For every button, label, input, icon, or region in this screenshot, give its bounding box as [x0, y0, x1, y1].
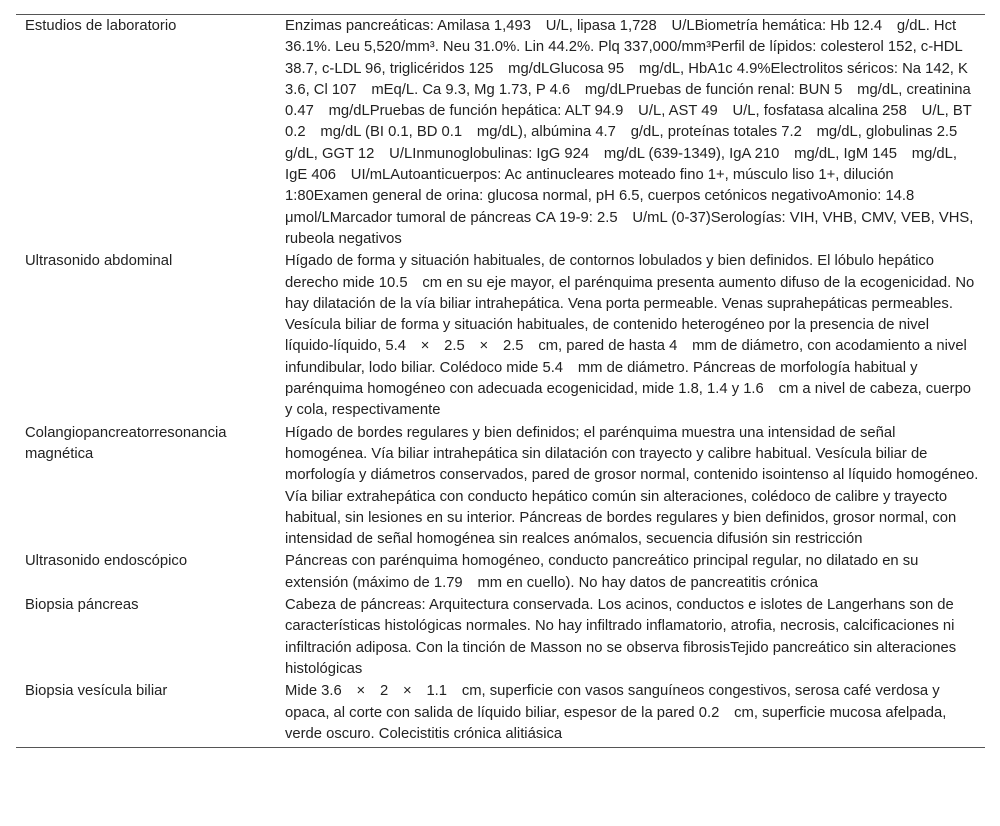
table-row	[16, 551, 985, 595]
table-row	[16, 681, 985, 747]
table-row	[16, 15, 985, 251]
row-value: Hígado de bordes regulares y bien definidos; el parénquima muestra una intensidad de señal homogénea. Vía biliar intrahepática sin dilatación con trayecto y calibre habitual. Vesícula biliar de morfología y diámetros conservados, pared de grosor normal, contenido isointenso al líquido homogéneo. Vía biliar extrahepática con conducto hepático común sin alteraciones, colédoco de calibre y trayecto habitual, sin lesiones en su interior. Páncreas de bordes regulares y bien definidos, grosor normal, con intensidad de señal homogénea sin realces anómalos, secuencia difusión sin restricción	[285, 424, 979, 548]
row-value: Mide 3.6 × 2 × 1.1 cm, superficie con vasos sanguíneos congestivos, serosa café verdosa y opaca, al corte con salida de líquido biliar, espesor de la pared 0.2 cm, superficie mucosa afelpada, verde oscuro. Colecistitis crónica alitiásica	[285, 683, 947, 742]
row-label: Ultrasonido abdominal	[25, 253, 173, 270]
table-row	[16, 251, 985, 422]
row-value: Cabeza de páncreas: Arquitectura conservada. Los acinos, conductos e islotes de Langerhans son de características histológicas normales. No hay infiltrado inflamatorio, atrofia, necrosis, calcificaciones ni infiltración adiposa. Con la tinción de Masson no se observa fibrosisTejido pancreático sin alteraciones histológicas	[285, 597, 957, 677]
row-label: Estudios de laboratorio	[25, 18, 177, 34]
row-value: Enzimas pancreáticas: Amilasa 1,493 U/L, lipasa 1,728 U/LBiometría hemática: Hb 12.4 g/dL. Hct 36.1%. Leu 5,520/mm³. Neu 31.0%. Lin 44.2%. Plq 337,000/mm³Perfil de lípidos: colesterol 152, c-HDL 38.7, c-LDL 96, triglicéridos 125 mg/dLGlucosa 95 mg/dL, HbA1c 4.9%Electrolitos séricos: Na 142, K 3.6, Cl 107 mEq/L. Ca 9.3, Mg 1.73, P 4.6 mg/dLPruebas de función renal: BUN 5 mg/dL, creatinina 0.47 mg/dLPruebas de función hepática: ALT 94.9 U/L, AST 49 U/L, fosfatasa alcalina 258 U/L, BT 0.2 mg/dL (BI 0.1, BD 0.1 mg/dL), albúmina 4.7 g/dL, proteínas totales 7.2 mg/dL, globulinas 2.5 g/dL, GGT 12 U/LInmunoglobulinas: IgG 924 mg/dL (639-1349), IgA 210 mg/dL, IgM 145 mg/dL, IgE 406 UI/mLAutoanticuerpos: Ac antinucleares moteado fino 1+, músculo liso 1+, dilución 1:80Examen general de orina: glucosa normal, pH 6.5, cuerpos cetónicos negativoAmonio: 14.8 μmol/LMarcador tumoral de páncreas CA 19-9: 2.5 U/mL (0-37)Serologías: VIH, VHB, CMV, VEB, VHS, rubeola negativos	[285, 18, 974, 247]
row-label: Ultrasonido endoscópico	[25, 553, 188, 570]
table-row	[16, 595, 985, 681]
row-label: Colangiopancreatorresonancia magnética	[25, 424, 227, 462]
findings-table	[16, 14, 985, 748]
row-label: Biopsia vesícula biliar	[25, 683, 168, 700]
row-value: Páncreas con parénquima homogéneo, conducto pancreático principal regular, no dilatado en su extensión (máximo de 1.79 mm en cuello). No hay datos de pancreatitis crónica	[285, 553, 919, 591]
row-label: Biopsia páncreas	[25, 597, 139, 614]
row-value: Hígado de forma y situación habituales, de contornos lobulados y bien definidos. El lóbulo hepático derecho mide 10.5 cm en su eje mayor, el parénquima presenta aumento difuso de la ecogenicidad. No hay dilatación de la vía biliar intrahepática. Vena porta permeable. Venas suprahepáticas permeables. Vesícula biliar de forma y situación habituales, de contenido heterogéneo por la presencia de nivel líquido-líquido, 5.4 × 2.5 × 2.5 cm, pared de hasta 4 mm de diámetro, con acodamiento a nivel infundibular, lodo biliar. Colédoco mide 5.4 mm de diámetro. Páncreas de morfología habitual y parénquima homogéneo con adecuada ecogenicidad, mide 1.8, 1.4 y 1.6 cm a nivel de cabeza, cuerpo y cola, respectivamente	[285, 253, 975, 419]
findings-table-grid	[16, 15, 985, 747]
table-row	[16, 423, 985, 552]
